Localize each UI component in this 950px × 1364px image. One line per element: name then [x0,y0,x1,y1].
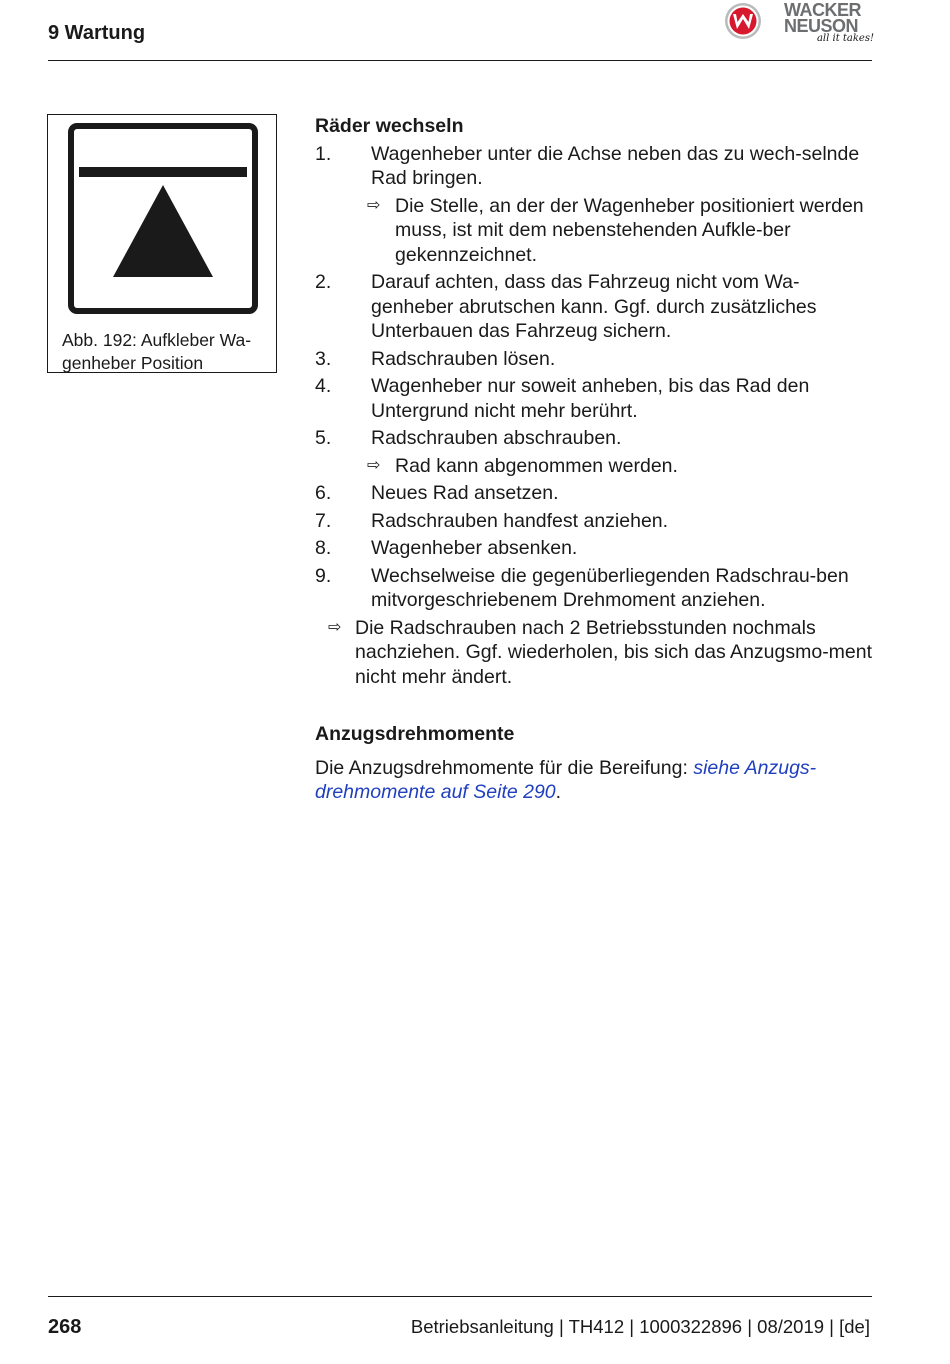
step-text: Radschrauben abschrauben. [371,427,622,449]
step-number: 3. [315,347,332,370]
wacker-neuson-logo [784,2,880,48]
torque-reference-end: . [555,781,562,803]
step-number: 4. [315,375,332,397]
torque-reference-paragraph [315,756,875,805]
step-9 [315,564,875,613]
step-number: 5. [315,427,332,449]
section-heading-anzugsdrehmomente: Anzugsdrehmomente [315,723,515,745]
step-text: Wagenheber absenken. [371,537,578,559]
page-number: 268 [48,1316,82,1338]
step-7 [315,509,875,534]
step-text: Radschrauben handfest anziehen. [371,509,669,532]
step-2 [315,270,875,344]
result-text: Rad kann abgenommen werden. [395,454,678,477]
torque-reference-text: Die Anzugsdrehmomente für die Bereifung: [315,756,694,779]
final-result [315,616,875,690]
step-1 [315,142,875,191]
step-1-result [315,194,875,268]
section-heading-raeder-wechseln: Räder wechseln [315,115,464,137]
step-8 [315,536,875,561]
step-text: Radschrauben lösen. [371,347,556,370]
final-result-text: Die Radschrauben nach 2 Betriebsstunden nochmals nachziehen. Ggf. wiederholen, bis sich das Anzugsmo-ment nicht mehr ändert. [355,616,873,688]
step-text: Neues Rad ansetzen. [371,482,559,504]
result-arrow-icon: ⇨ [367,196,381,214]
result-arrow-icon: ⇨ [328,618,342,636]
logo-line2: NEUSON [784,16,859,36]
step-5-result [315,454,875,479]
step-text: Wagenheber nur soweit anheben, bis das Rad den Untergrund nicht mehr berührt. [371,375,810,422]
wacker-neuson-emblem-icon [724,2,762,40]
header-divider [48,60,872,61]
step-number: 6. [315,482,332,504]
logo-line1: WACKER [784,0,861,20]
step-4 [315,374,875,423]
step-number: 1. [315,142,332,165]
figure-caption: Abb. 192: Aufkleber Wa-genheber Position [62,330,252,373]
step-text: Wagenheber unter die Achse neben das zu wech-selnde Rad bringen. [371,142,860,189]
step-number: 9. [315,564,332,587]
step-number: 8. [315,537,332,559]
step-5 [315,426,875,451]
torque-reference-link[interactable]: siehe Anzugs-drehmomente auf Seite 290 [315,756,817,803]
step-number: 2. [315,271,332,293]
logo-slogan: all it takes! [816,33,874,44]
figure-box [47,114,277,373]
step-3 [315,347,875,372]
step-text: Darauf achten, dass das Fahrzeug nicht vom Wa-genheber abrutschen kann. Ggf. durch zusätzliches Unterbauen das Fahrzeug sichern. [371,271,817,342]
result-text: Die Stelle, an der der Wagenheber positioniert werden muss, ist mit dem nebenstehenden Aufkle-ber gekennzeichnet. [395,194,864,266]
document-info: Betriebsanleitung | TH412 | 1000322896 | 08/2019 | [de] [410,1316,870,1337]
step-6 [315,481,875,506]
footer-divider [48,1296,872,1297]
chapter-title: 9 Wartung [48,22,146,44]
jack-position-icon [68,123,258,315]
step-number: 7. [315,509,332,532]
main-content [315,114,875,805]
step-text: Wechselweise die gegenüberliegenden Radschrau-ben mitvorgeschriebenem Drehmoment anziehen. [371,564,849,611]
result-arrow-icon: ⇨ [367,456,381,474]
